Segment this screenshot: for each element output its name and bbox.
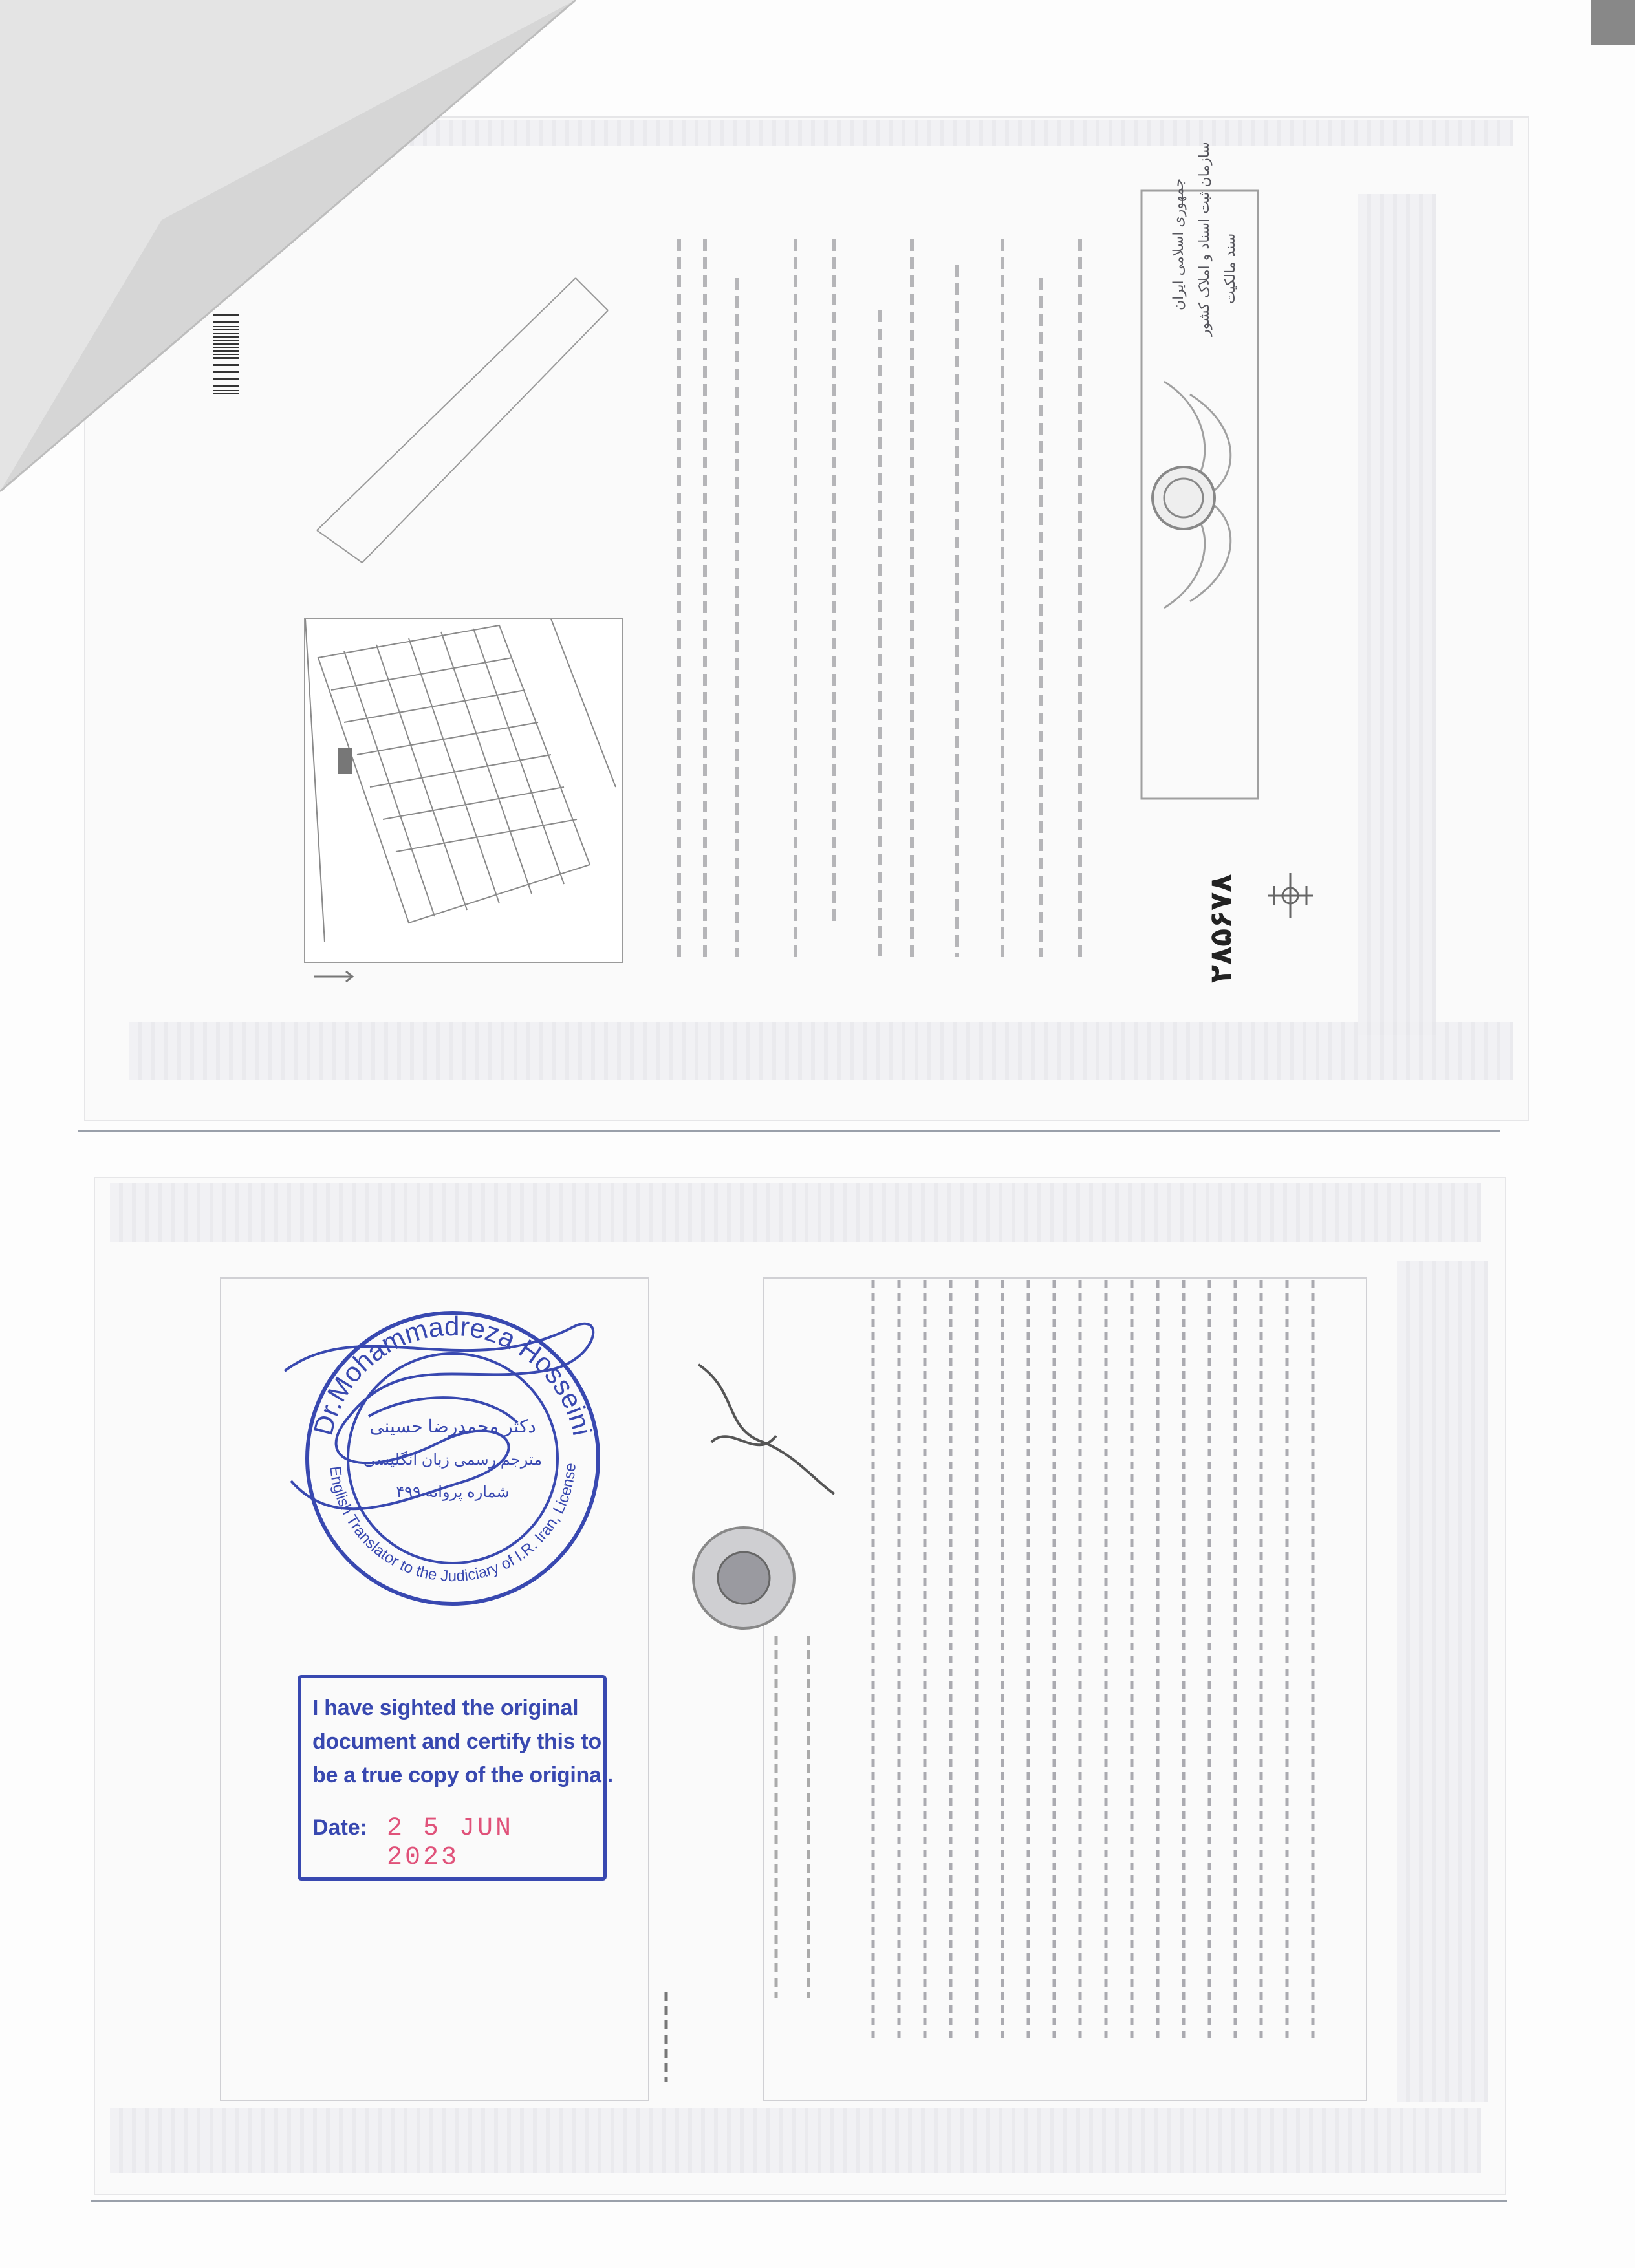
cert-date-value: 2 5 JUN 2023 — [387, 1814, 514, 1872]
seal-name-text: Dr.Mohammadreza Hosseini — [307, 1310, 598, 1438]
judiciary-scale-icon — [1255, 860, 1326, 931]
serial-number: ۲۸۵۶۷۸ — [1203, 874, 1238, 983]
notary-text-block — [860, 1268, 1378, 2063]
parcel-sketch-drawing — [304, 252, 627, 589]
parcel-map — [304, 618, 623, 963]
notary-footnote — [647, 1992, 686, 2082]
north-arrow-icon — [310, 964, 356, 989]
deed-gray-border-top — [129, 120, 1513, 146]
notary-gray-border-bottom — [110, 2108, 1481, 2173]
cert-date-row — [312, 1814, 592, 1872]
notary-round-seal — [689, 1523, 799, 1633]
deed-gray-border-bottom — [129, 1022, 1513, 1080]
bottom-page-rule — [91, 2200, 1507, 2202]
cert-line-1: I have sighted the original — [312, 1696, 579, 1720]
parcel-map-drawing — [305, 619, 622, 962]
deed-header-line: سازمان ثبت اسناد و املاک کشور — [1196, 142, 1213, 336]
parcel-sketch — [304, 252, 627, 589]
translator-seal — [272, 1287, 634, 1623]
seal-fa-title: مترجم رسمی زبان انگلیسی — [363, 1451, 543, 1469]
cert-date-label: Date: — [312, 1815, 368, 1840]
staple-mark — [1591, 0, 1635, 45]
seal-title-text: English Translator to the Judiciary of I.R. Iran, License — [326, 1462, 579, 1586]
deed-header-line: جمهوری اسلامی ایران — [1171, 178, 1187, 310]
page-divider — [78, 1130, 1500, 1132]
notary-signature — [686, 1352, 841, 1500]
highlighted-parcel — [338, 748, 352, 774]
notary-gray-border-right — [1397, 1261, 1488, 2102]
certification-stamp — [298, 1675, 613, 1881]
deed-text-block — [666, 213, 1119, 989]
seal-fa-license: شماره پروانه ۴۹۹ — [396, 1484, 510, 1501]
notary-gray-border-top — [110, 1183, 1481, 1242]
barcode — [213, 310, 239, 394]
seal-fa-name: دکتر محمدرضا حسینی — [369, 1416, 536, 1436]
notary-left-text — [763, 1636, 841, 1998]
deed-header-line: سند مالکیت — [1222, 233, 1239, 304]
deed-gray-border-right — [1358, 194, 1436, 1035]
cert-line-3: be a true copy of the original. — [312, 1763, 613, 1787]
cert-line-2: document and certify this to — [312, 1729, 601, 1754]
